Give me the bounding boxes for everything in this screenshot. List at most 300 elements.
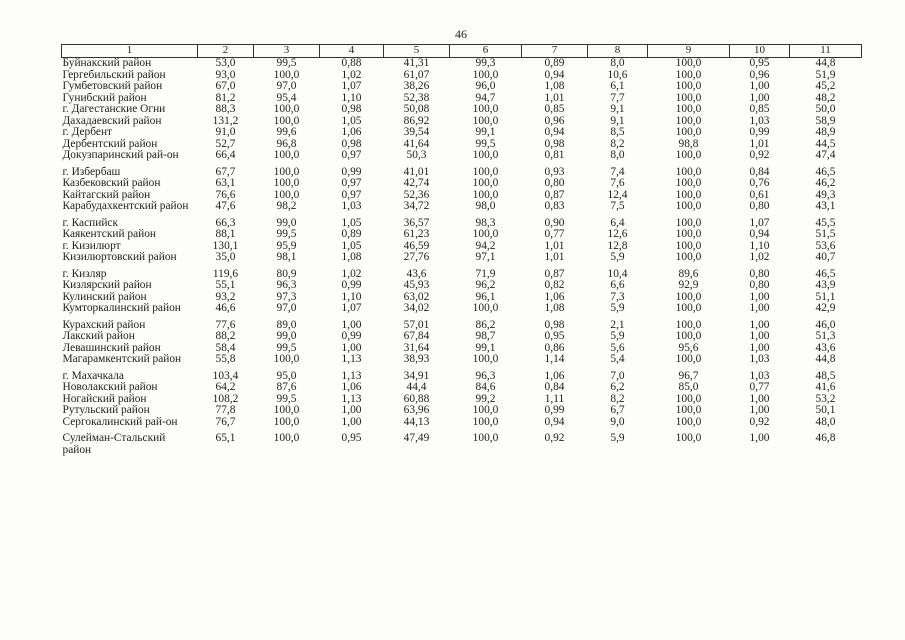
value-cell: 0,84 — [544, 381, 565, 393]
value-cell: 100,0 — [675, 126, 702, 138]
region-name-cell: Докузпаринский рай-он — [62, 149, 179, 161]
value-cell: 0,92 — [749, 149, 770, 161]
value-cell: 41,01 — [403, 165, 430, 178]
value-cell: 66,4 — [215, 149, 236, 161]
value-cell: 92,9 — [678, 279, 699, 291]
value-cell: 100,0 — [675, 177, 702, 189]
value-cell: 99,1 — [475, 341, 496, 354]
value-cell: 98,3 — [475, 216, 496, 229]
value-cell: 0,81 — [544, 149, 565, 161]
value-cell: 46,5 — [815, 267, 836, 280]
value-cell: 46,2 — [815, 177, 836, 189]
region-name-cell: г. Каспийск — [62, 216, 119, 229]
value-cell: 50,08 — [403, 103, 430, 115]
value-cell: 100,0 — [273, 68, 300, 81]
value-cell: 93,2 — [215, 290, 236, 303]
value-cell: 7,5 — [610, 200, 625, 212]
table-row — [62, 116, 862, 128]
value-cell: 88,2 — [215, 330, 236, 342]
region-name-cell: Магарамкентский район — [62, 353, 182, 365]
value-cell: 100,0 — [675, 330, 702, 342]
value-cell: 52,38 — [403, 91, 430, 104]
value-cell: 0,88 — [341, 57, 362, 69]
value-cell: 100,0 — [273, 415, 300, 428]
value-cell: 44,13 — [403, 415, 430, 428]
value-cell: 89,6 — [678, 267, 699, 280]
value-cell: 1,03 — [341, 200, 362, 212]
region-name-cell: Дербентский район — [62, 137, 158, 150]
value-cell: 76,7 — [215, 415, 236, 428]
value-cell: 12,4 — [607, 188, 628, 201]
region-name-cell: Левашинский район — [62, 341, 161, 354]
value-cell: 130,1 — [212, 239, 239, 252]
value-cell: 1,07 — [749, 216, 770, 229]
value-cell: 1,10 — [341, 290, 362, 303]
value-cell: 58,4 — [215, 341, 236, 354]
value-cell: 87,6 — [276, 381, 297, 393]
column-header: 3 — [254, 45, 320, 58]
value-cell: 51,3 — [815, 330, 836, 342]
value-cell: 34,91 — [403, 369, 430, 382]
value-cell: 12,6 — [607, 228, 628, 240]
value-cell: 8,5 — [610, 126, 625, 138]
region-name-cell: г. Избербаш — [62, 165, 121, 178]
table-row — [62, 366, 862, 383]
region-name-cell: Гумбетовский район — [62, 80, 163, 92]
value-cell: 1,00 — [749, 318, 770, 331]
value-cell: 0,76 — [749, 177, 770, 189]
value-cell: 100,0 — [273, 103, 300, 115]
value-cell: 0,98 — [544, 318, 565, 331]
table-row — [62, 93, 862, 105]
value-cell: 10,4 — [607, 267, 628, 280]
value-cell: 40,7 — [815, 251, 836, 263]
column-header: 5 — [384, 45, 450, 58]
value-cell: 100,0 — [273, 165, 300, 178]
value-cell: 41,6 — [815, 381, 836, 393]
value-cell: 98,1 — [276, 251, 297, 263]
value-cell: 0,80 — [749, 279, 770, 291]
region-name-cell: Дахадаевский район — [62, 114, 162, 127]
value-cell: 58,9 — [815, 114, 836, 127]
value-cell: 42,9 — [815, 302, 836, 314]
value-cell: 96,2 — [475, 279, 496, 291]
table-row — [62, 303, 862, 315]
value-cell: 51,9 — [815, 68, 836, 81]
region-name-cell: Кизилюртовский район — [62, 251, 177, 263]
table-row — [62, 292, 862, 304]
value-cell: 48,2 — [815, 91, 836, 104]
value-cell: 91,0 — [215, 126, 236, 138]
value-cell: 100,0 — [675, 188, 702, 201]
region-name-cell: Казбековский район — [62, 177, 161, 189]
value-cell: 100,0 — [675, 302, 702, 314]
value-cell: 48,5 — [815, 369, 836, 382]
table-row — [62, 382, 862, 394]
value-cell: 1,01 — [544, 91, 565, 104]
value-cell: 0,99 — [544, 404, 565, 416]
value-cell: 57,01 — [403, 318, 430, 331]
value-cell: 1,06 — [341, 126, 362, 138]
value-cell: 6,6 — [610, 279, 625, 291]
value-cell: 52,36 — [403, 188, 430, 201]
table-row — [62, 417, 862, 429]
value-cell: 1,13 — [341, 369, 362, 382]
value-cell: 0,95 — [341, 432, 362, 444]
value-cell: 43,6 — [815, 341, 836, 354]
region-name-cell: Каякентский район — [62, 228, 157, 240]
value-cell: 96,3 — [276, 279, 297, 291]
region-name-cell: г. Дербент — [62, 126, 113, 138]
value-cell: 27,76 — [403, 251, 430, 263]
value-cell: 96,1 — [475, 290, 496, 303]
value-cell: 100,0 — [675, 239, 702, 252]
value-cell: 52,7 — [215, 137, 236, 150]
value-cell: 0,97 — [341, 149, 362, 161]
value-cell: 0,87 — [544, 267, 565, 280]
value-cell: 1,00 — [341, 404, 362, 416]
value-cell: 0,77 — [544, 228, 565, 240]
value-cell: 100,0 — [675, 114, 702, 127]
region-name-cell: Рутульский район — [62, 404, 150, 416]
table-row — [62, 343, 862, 355]
value-cell: 0,77 — [749, 381, 770, 393]
region-name-cell: Кайтагский район — [62, 188, 151, 201]
value-cell: 53,6 — [815, 239, 836, 252]
value-cell: 0,85 — [544, 103, 565, 115]
value-cell: 100,0 — [472, 228, 499, 240]
value-cell: 1,06 — [341, 381, 362, 393]
value-cell: 100,0 — [675, 103, 702, 115]
value-cell: 1,05 — [341, 114, 362, 127]
value-cell: 97,1 — [475, 251, 496, 263]
column-number-header-row — [62, 45, 862, 58]
value-cell: 81,2 — [215, 91, 236, 104]
column-header: 9 — [648, 45, 730, 58]
table-row — [62, 331, 862, 343]
value-cell: 43,9 — [815, 279, 836, 291]
value-cell: 1,05 — [341, 239, 362, 252]
value-cell: 1,00 — [341, 341, 362, 354]
value-cell: 1,05 — [341, 216, 362, 229]
region-name-cell: Гергебильский район — [62, 68, 166, 81]
region-name-cell: Сулейман-Стальский район — [62, 432, 166, 456]
value-cell: 67,84 — [403, 330, 430, 342]
table-row — [62, 178, 862, 190]
region-name-cell: Гунибский район — [62, 91, 147, 104]
region-name-cell: Сергокалинский рай-он — [62, 415, 178, 428]
value-cell: 100,0 — [675, 353, 702, 365]
value-cell: 0,99 — [341, 330, 362, 342]
value-cell: 34,72 — [403, 200, 430, 212]
value-cell: 0,80 — [749, 267, 770, 280]
value-cell: 38,26 — [403, 80, 430, 92]
value-cell: 100,0 — [472, 165, 499, 178]
value-cell: 1,00 — [749, 341, 770, 354]
value-cell: 96,8 — [276, 137, 297, 150]
value-cell: 38,93 — [403, 353, 430, 365]
value-cell: 7,4 — [610, 165, 625, 178]
value-cell: 63,1 — [215, 177, 236, 189]
value-cell: 61,23 — [403, 228, 430, 240]
value-cell: 9,1 — [610, 103, 625, 115]
value-cell: 45,2 — [815, 80, 836, 92]
value-cell: 1,00 — [749, 80, 770, 92]
value-cell: 76,6 — [215, 188, 236, 201]
value-cell: 51,5 — [815, 228, 836, 240]
column-header: 11 — [790, 45, 862, 58]
value-cell: 100,0 — [675, 290, 702, 303]
value-cell: 55,1 — [215, 279, 236, 291]
value-cell: 77,8 — [215, 404, 236, 416]
table-row — [62, 127, 862, 139]
value-cell: 99,0 — [276, 216, 297, 229]
value-cell: 99,5 — [475, 137, 496, 150]
table-row — [62, 150, 862, 162]
value-cell: 42,74 — [403, 177, 430, 189]
table-row — [62, 139, 862, 151]
value-cell: 1,00 — [341, 318, 362, 331]
value-cell: 1,00 — [341, 415, 362, 428]
table-row — [62, 162, 862, 179]
value-cell: 1,06 — [544, 290, 565, 303]
value-cell: 0,98 — [341, 137, 362, 150]
value-cell: 6,4 — [610, 216, 625, 229]
value-cell: 1,00 — [749, 330, 770, 342]
value-cell: 100,0 — [675, 68, 702, 81]
value-cell: 100,0 — [273, 353, 300, 365]
value-cell: 0,92 — [749, 415, 770, 428]
value-cell: 1,03 — [749, 114, 770, 127]
region-name-cell: г. Дагестанские Огни — [62, 103, 166, 115]
value-cell: 0,95 — [544, 330, 565, 342]
table-row — [62, 252, 862, 264]
value-cell: 8,2 — [610, 137, 625, 150]
value-cell: 46,5 — [815, 165, 836, 178]
region-name-cell: Ногайский район — [62, 392, 147, 405]
value-cell: 99,5 — [276, 228, 297, 240]
value-cell: 100,0 — [472, 177, 499, 189]
value-cell: 0,82 — [544, 279, 565, 291]
value-cell: 100,0 — [273, 149, 300, 161]
value-cell: 64,2 — [215, 381, 236, 393]
value-cell: 1,02 — [341, 267, 362, 280]
value-cell: 1,11 — [544, 392, 565, 405]
value-cell: 43,1 — [815, 200, 836, 212]
value-cell: 0,97 — [341, 177, 362, 189]
value-cell: 0,80 — [544, 177, 565, 189]
value-cell: 10,6 — [607, 68, 628, 81]
value-cell: 31,64 — [403, 341, 430, 354]
value-cell: 86,92 — [403, 114, 430, 127]
value-cell: 98,2 — [276, 200, 297, 212]
column-header: 1 — [62, 45, 198, 58]
value-cell: 5,4 — [610, 353, 625, 365]
value-cell: 65,1 — [215, 432, 236, 444]
value-cell: 97,3 — [276, 290, 297, 303]
value-cell: 80,9 — [276, 267, 297, 280]
value-cell: 6,1 — [610, 80, 625, 92]
value-cell: 100,0 — [273, 114, 300, 127]
value-cell: 1,07 — [341, 302, 362, 314]
value-cell: 100,0 — [472, 353, 499, 365]
value-cell: 61,07 — [403, 68, 430, 81]
value-cell: 99,1 — [475, 126, 496, 138]
value-cell: 100,0 — [472, 188, 499, 201]
value-cell: 100,0 — [675, 228, 702, 240]
value-cell: 94,2 — [475, 239, 496, 252]
value-cell: 100,0 — [472, 103, 499, 115]
value-cell: 94,7 — [475, 91, 496, 104]
value-cell: 77,6 — [215, 318, 236, 331]
value-cell: 8,2 — [610, 392, 625, 405]
value-cell: 99,5 — [276, 57, 297, 69]
region-name-cell: Новолакский район — [62, 381, 158, 393]
value-cell: 1,00 — [749, 432, 770, 444]
value-cell: 67,0 — [215, 80, 236, 92]
value-cell: 95,4 — [276, 91, 297, 104]
value-cell: 100,0 — [675, 432, 702, 444]
value-cell: 7,3 — [610, 290, 625, 303]
region-name-cell: Карабудахкентский район — [62, 200, 189, 212]
value-cell: 46,8 — [815, 432, 836, 444]
value-cell: 44,8 — [815, 353, 836, 365]
value-cell: 89,0 — [276, 318, 297, 331]
value-cell: 100,0 — [675, 251, 702, 263]
value-cell: 1,00 — [749, 290, 770, 303]
value-cell: 0,97 — [341, 188, 362, 201]
column-header: 6 — [450, 45, 522, 58]
value-cell: 100,0 — [472, 415, 499, 428]
value-cell: 44,8 — [815, 57, 836, 69]
value-cell: 7,7 — [610, 91, 625, 104]
value-cell: 60,88 — [403, 392, 430, 405]
value-cell: 44,5 — [815, 137, 836, 150]
value-cell: 0,94 — [544, 126, 565, 138]
value-cell: 100,0 — [675, 165, 702, 178]
value-cell: 53,2 — [815, 392, 836, 405]
region-name-cell: Буйнакский район — [62, 57, 152, 69]
value-cell: 47,4 — [815, 149, 836, 161]
value-cell: 0,98 — [544, 137, 565, 150]
value-cell: 96,3 — [475, 369, 496, 382]
value-cell: 1,01 — [749, 137, 770, 150]
value-cell: 99,5 — [276, 341, 297, 354]
value-cell: 0,94 — [749, 228, 770, 240]
value-cell: 100,0 — [675, 149, 702, 161]
value-cell: 1,00 — [749, 302, 770, 314]
value-cell: 66,3 — [215, 216, 236, 229]
value-cell: 7,0 — [610, 369, 625, 382]
value-cell: 46,6 — [215, 302, 236, 314]
value-cell: 51,1 — [815, 290, 836, 303]
value-cell: 0,89 — [544, 57, 565, 69]
value-cell: 100,0 — [472, 432, 499, 444]
value-cell: 99,5 — [276, 392, 297, 405]
value-cell: 1,14 — [544, 353, 565, 365]
value-cell: 0,99 — [749, 126, 770, 138]
statistics-table — [61, 44, 862, 456]
value-cell: 0,83 — [544, 200, 565, 212]
value-cell: 6,2 — [610, 381, 625, 393]
value-cell: 1,00 — [749, 91, 770, 104]
value-cell: 100,0 — [273, 404, 300, 416]
table-row — [62, 428, 862, 456]
column-header: 4 — [320, 45, 384, 58]
value-cell: 100,0 — [675, 392, 702, 405]
value-cell: 119,6 — [212, 267, 239, 280]
region-name-cell: г. Махачкала — [62, 369, 124, 382]
table-row — [62, 264, 862, 281]
value-cell: 84,6 — [475, 381, 496, 393]
value-cell: 71,9 — [475, 267, 496, 280]
value-cell: 5,6 — [610, 341, 625, 354]
value-cell: 0,86 — [544, 341, 565, 354]
table-row — [62, 394, 862, 406]
value-cell: 1,08 — [544, 80, 565, 92]
value-cell: 1,03 — [749, 369, 770, 382]
value-cell: 100,0 — [472, 302, 499, 314]
value-cell: 0,94 — [544, 68, 565, 81]
value-cell: 45,93 — [403, 279, 430, 291]
value-cell: 2,1 — [610, 318, 625, 331]
value-cell: 39,54 — [403, 126, 430, 138]
value-cell: 63,96 — [403, 404, 430, 416]
value-cell: 46,59 — [403, 239, 430, 252]
column-header: 10 — [730, 45, 790, 58]
value-cell: 0,96 — [544, 114, 565, 127]
value-cell: 35,0 — [215, 251, 236, 263]
value-cell: 5,9 — [610, 302, 625, 314]
value-cell: 47,49 — [403, 432, 430, 444]
value-cell: 46,0 — [815, 318, 836, 331]
value-cell: 131,2 — [212, 114, 239, 127]
value-cell: 100,0 — [273, 432, 300, 444]
value-cell: 49,3 — [815, 188, 836, 201]
value-cell: 9,0 — [610, 415, 625, 428]
value-cell: 96,0 — [475, 80, 496, 92]
value-cell: 1,10 — [749, 239, 770, 252]
region-name-cell: Лакский район — [62, 330, 135, 342]
value-cell: 1,10 — [341, 91, 362, 104]
table-row — [62, 315, 862, 332]
value-cell: 96,7 — [678, 369, 699, 382]
value-cell: 98,7 — [475, 330, 496, 342]
value-cell: 50,0 — [815, 103, 836, 115]
value-cell: 100,0 — [675, 404, 702, 416]
value-cell: 0,90 — [544, 216, 565, 229]
region-name-cell: Кизлярский район — [62, 279, 152, 291]
value-cell: 100,0 — [472, 404, 499, 416]
table-row — [62, 70, 862, 82]
value-cell: 0,85 — [749, 103, 770, 115]
value-cell: 43,6 — [406, 267, 427, 280]
value-cell: 55,8 — [215, 353, 236, 365]
value-cell: 1,06 — [544, 369, 565, 382]
table-row — [62, 58, 862, 70]
value-cell: 97,0 — [276, 80, 297, 92]
table-row — [62, 229, 862, 241]
value-cell: 53,0 — [215, 57, 236, 69]
region-name-cell: г. Кизилюрт — [62, 239, 121, 252]
value-cell: 100,0 — [472, 114, 499, 127]
value-cell: 100,0 — [675, 318, 702, 331]
value-cell: 0,61 — [749, 188, 770, 201]
table-row — [62, 201, 862, 213]
table-row — [62, 280, 862, 292]
value-cell: 0,93 — [544, 165, 565, 178]
column-header: 7 — [522, 45, 588, 58]
